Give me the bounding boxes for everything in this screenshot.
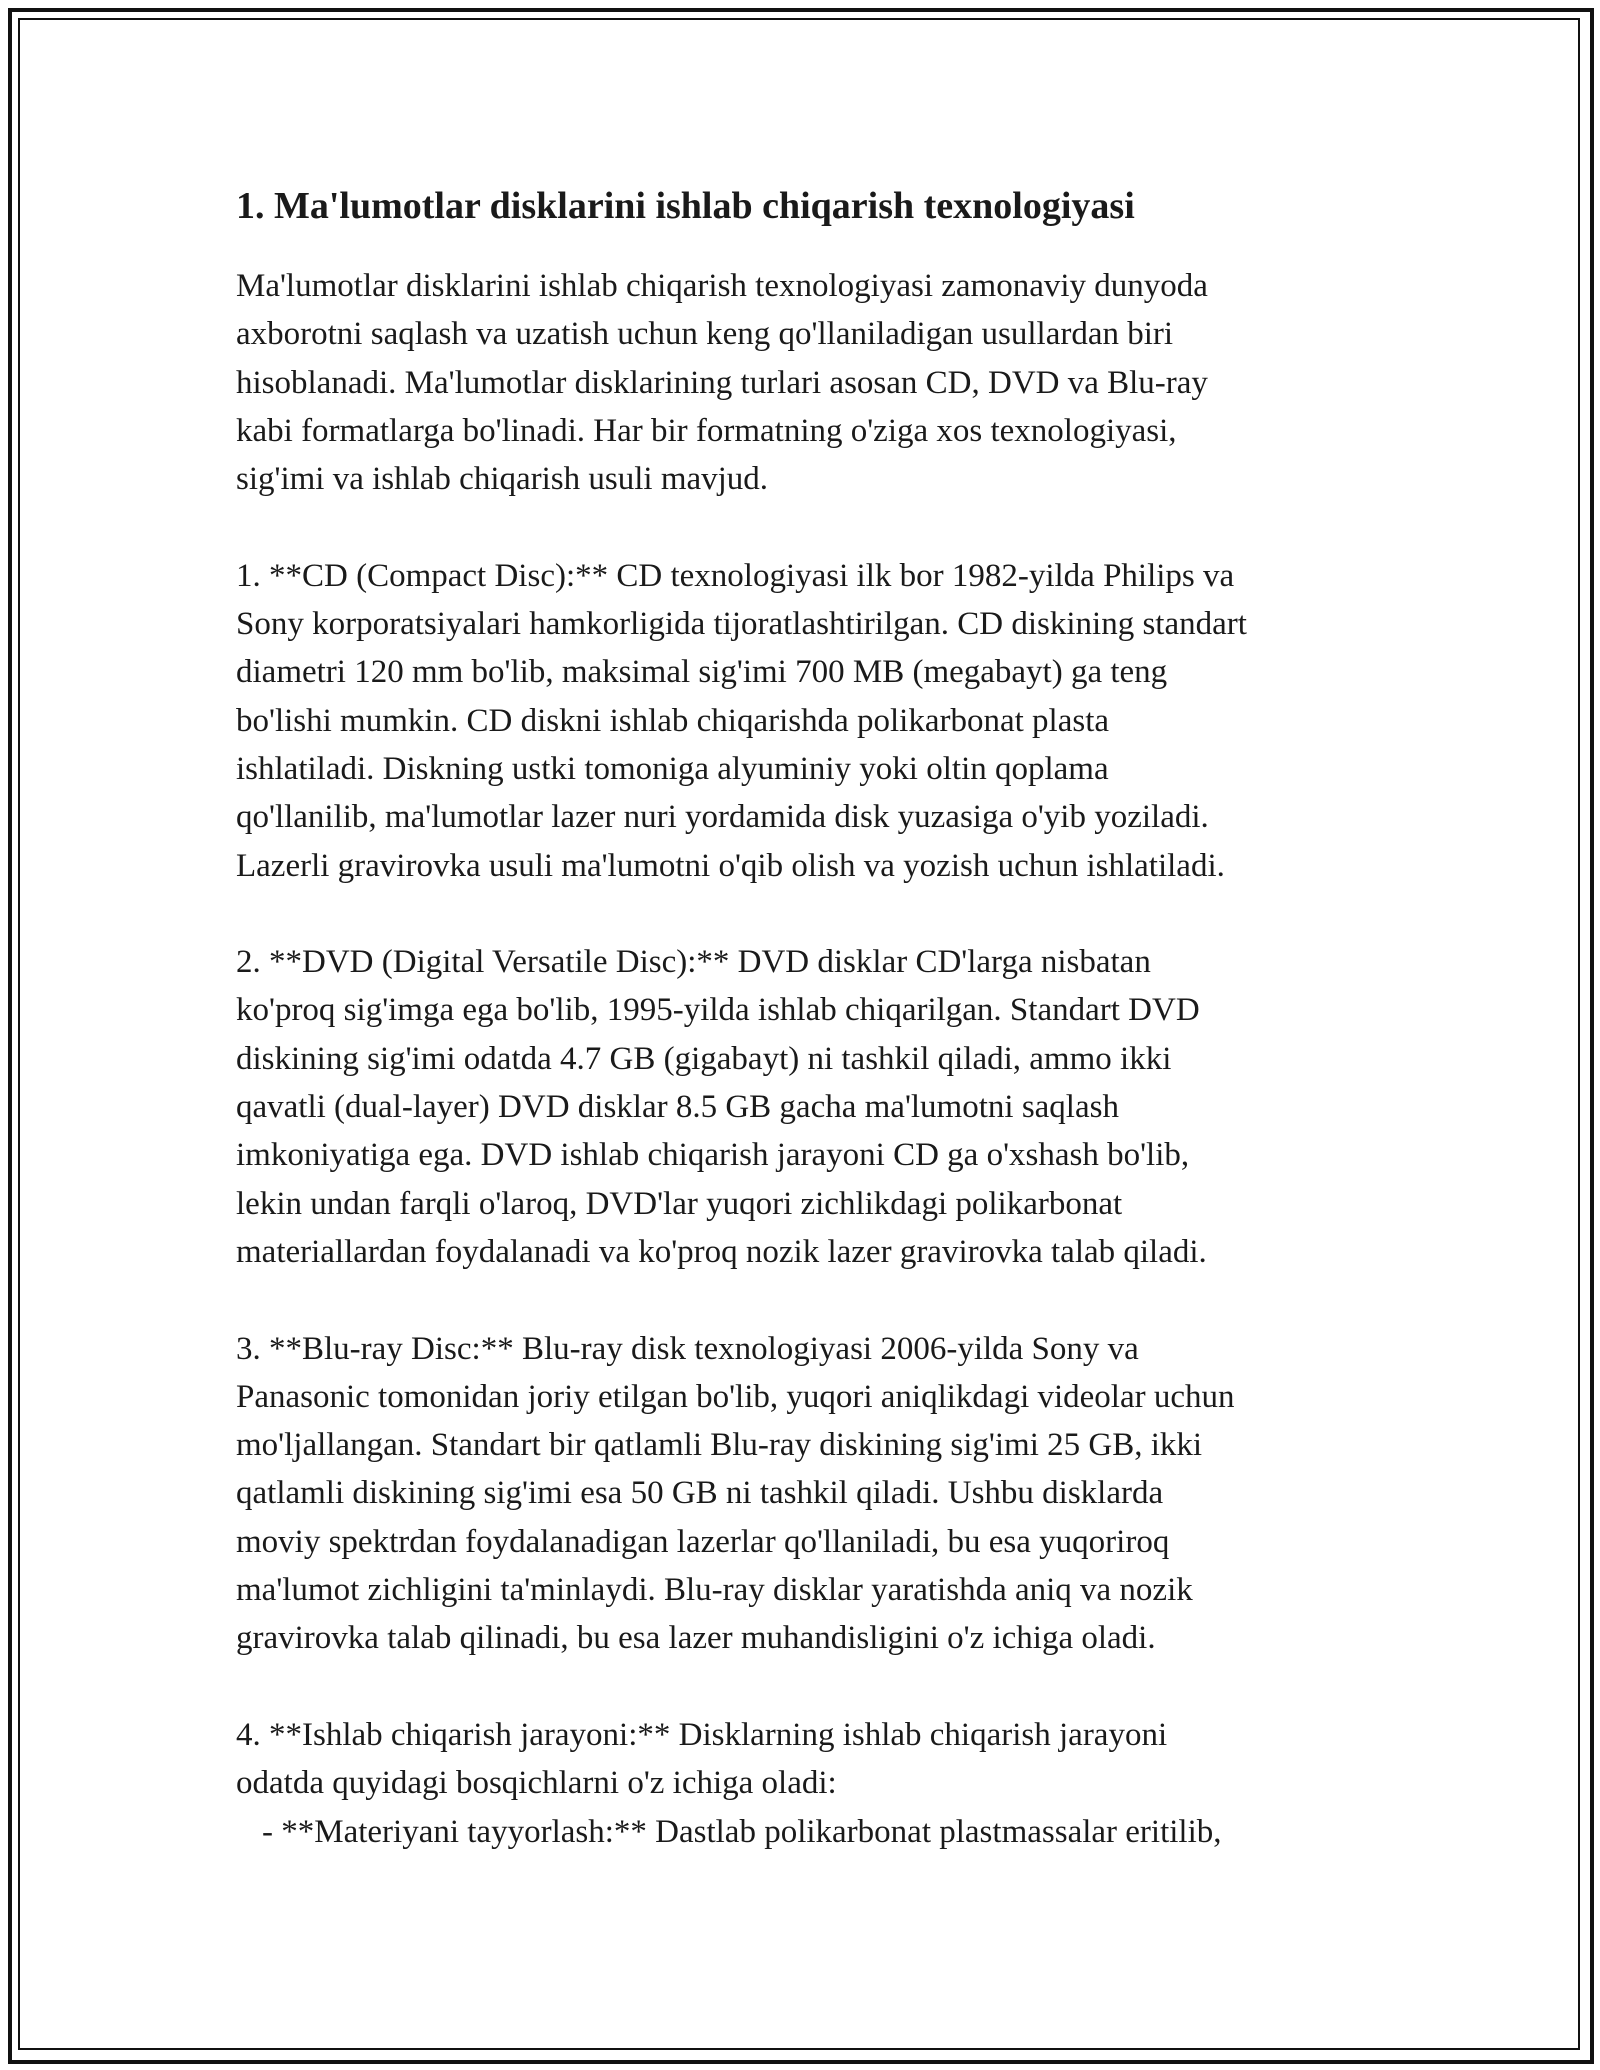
cd-line: Sony korporatsiyalari hamkorligida tijoratlashtirilgan. CD diskining standart bbox=[236, 606, 1247, 643]
bluray-line: ma'lumot zichligini ta'minlaydi. Blu-ray disklar yaratishda aniq va nozik bbox=[236, 1572, 1193, 1609]
bluray-line: Panasonic tomonidan joriy etilgan bo'lib, yuqori aniqlikdagi videolar uchun bbox=[236, 1378, 1235, 1415]
paragraph-gap bbox=[236, 890, 1376, 938]
process-line: 4. **Ishlab chiqarish jarayoni:** Disklarning ishlab chiqarish jarayoni bbox=[236, 1716, 1168, 1753]
intro-line: kabi formatlarga bo'linadi. Har bir formatning o'ziga xos texnologiyasi, bbox=[236, 412, 1177, 449]
bluray-line: gravirovka talab qilinadi, bu esa lazer muhandisligini o'z ichiga oladi. bbox=[236, 1620, 1156, 1657]
process-list-item-text: - **Materiyani tayyorlash:** Dastlab polikarbonat plastmassalar eritilib, bbox=[262, 1813, 1222, 1850]
dvd-line: lekin undan farqli o'laroq, DVD'lar yuqori zichlikdagi polikarbonat bbox=[236, 1185, 1123, 1222]
bluray-line: 3. **Blu-ray Disc:** Blu-ray disk texnologiyasi 2006-yilda Sony va bbox=[236, 1330, 1139, 1367]
paragraph-gap bbox=[236, 1663, 1376, 1711]
dvd-line: diskining sig'imi odatda 4.7 GB (gigabayt) ni tashkil qiladi, ammo ikki bbox=[236, 1040, 1172, 1077]
cd-line: ishlatiladi. Diskning ustki tomoniga alyuminiy yoki oltin qoplama bbox=[236, 750, 1109, 787]
cd-line: Lazerli gravirovka usuli ma'lumotni o'qib olish va yozish uchun ishlatiladi. bbox=[236, 847, 1225, 884]
bluray-line: mo'ljallangan. Standart bir qatlamli Blu-ray diskining sig'imi 25 GB, ikki bbox=[236, 1427, 1203, 1464]
cd-line: bo'lishi mumkin. CD diskni ishlab chiqarishda polikarbonat plasta bbox=[236, 702, 1110, 739]
bluray-line: qatlamli diskining sig'imi esa 50 GB ni tashkil qiladi. Ushbu disklarda bbox=[236, 1475, 1164, 1512]
cd-line: diametri 120 mm bo'lib, maksimal sig'imi 700 MB (megabayt) ga teng bbox=[236, 654, 1168, 691]
intro-line: hisoblanadi. Ma'lumotlar disklarining turlari asosan CD, DVD va Blu-ray bbox=[236, 364, 1208, 401]
bluray-paragraph bbox=[236, 1325, 1376, 1663]
dvd-line: ko'proq sig'imga ega bo'lib, 1995-yilda ishlab chiqarilgan. Standart DVD bbox=[236, 992, 1200, 1029]
dvd-line: imkoniyatiga ega. DVD ishlab chiqarish jarayoni CD ga o'xshash bo'lib, bbox=[236, 1137, 1190, 1174]
cd-paragraph bbox=[236, 552, 1376, 890]
document-body bbox=[236, 180, 1376, 1856]
dvd-line: 2. **DVD (Digital Versatile Disc):** DVD disklar CD'larga nisbatan bbox=[236, 944, 1151, 981]
cd-line: qo'llanilib, ma'lumotlar lazer nuri yordamida disk yuzasiga o'yib yoziladi. bbox=[236, 799, 1209, 836]
intro-line: axborotni saqlash va uzatish uchun keng qo'llaniladigan usullardan biri bbox=[236, 316, 1174, 353]
process-paragraph bbox=[236, 1711, 1376, 1856]
process-list-item bbox=[236, 1808, 1376, 1856]
cd-line: 1. **CD (Compact Disc):** CD texnologiyasi ilk bor 1982-yilda Philips va bbox=[236, 557, 1235, 594]
paragraph-gap bbox=[236, 503, 1376, 551]
dvd-line: qavatli (dual-layer) DVD disklar 8.5 GB gacha ma'lumotni saqlash bbox=[236, 1089, 1119, 1126]
dvd-line: materiallardan foydalanadi va ko'proq nozik lazer gravirovka talab qiladi. bbox=[236, 1233, 1207, 1270]
intro-line: Ma'lumotlar disklarini ishlab chiqarish texnologiyasi zamonaviy dunyoda bbox=[236, 268, 1208, 304]
dvd-paragraph bbox=[236, 938, 1376, 1276]
paragraph-gap bbox=[236, 1276, 1376, 1324]
bluray-line: moviy spektrdan foydalanadigan lazerlar qo'llaniladi, bu esa yuqoriroq bbox=[236, 1523, 1170, 1560]
intro-paragraph bbox=[236, 262, 1376, 503]
process-line: odatda quyidagi bosqichlarni o'z ichiga oladi: bbox=[236, 1765, 837, 1802]
document-title: 1. Ma'lumotlar disklarini ishlab chiqarish texnologiyasi bbox=[236, 185, 1135, 227]
intro-line: sig'imi va ishlab chiqarish usuli mavjud. bbox=[236, 461, 769, 498]
